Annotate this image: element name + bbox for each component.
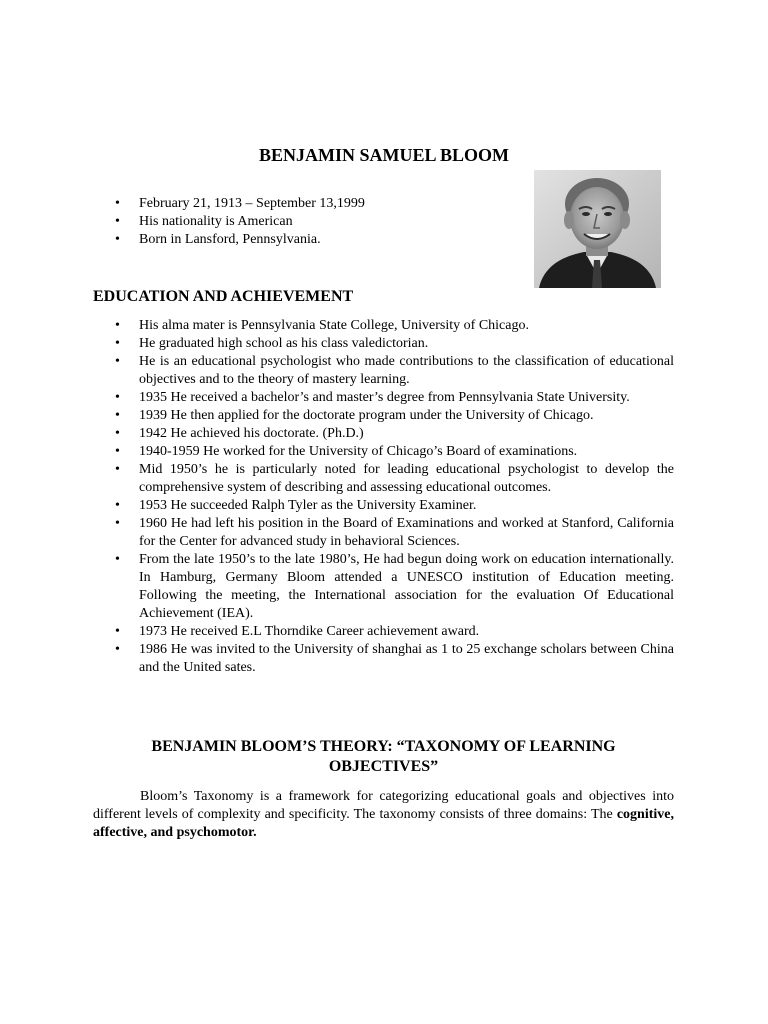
education-item: • 1973 He received E.L Thorndike Career achievement award.: [93, 623, 674, 641]
education-item: • His alma mater is Pennsylvania State College, University of Chicago.: [93, 317, 674, 335]
taxonomy-paragraph: [93, 788, 674, 842]
education-list: [93, 317, 674, 677]
education-item: • 1940-1959 He worked for the University of Chicago’s Board of examinations.: [93, 443, 674, 461]
education-item: • 1960 He had left his position in the Board of Examinations and worked at Stanford, California for the Center for advanced study in behavioral Sciences.: [93, 515, 674, 551]
education-item: • From the late 1950’s to the late 1980’s, He had begun doing work on education internationally. In Hamburg, Germany Bloom attended a UNESCO institution of Education meeting. Following the meeting, the International association for the evaluation Of Educational Achievement (IEA).: [93, 551, 674, 623]
bio-item-birthplace: • Born in Lansford, Pennsylvania.: [93, 231, 513, 249]
education-item: • He is an educational psychologist who made contributions to the classification of educational objectives and to the theory of mastery learning.: [93, 353, 674, 389]
bio-list: [93, 195, 513, 249]
theory-heading-line2: OBJECTIVES”: [328, 758, 439, 775]
education-item: • 1942 He achieved his doctorate. (Ph.D.): [93, 425, 674, 443]
bio-item-dates: • February 21, 1913 – September 13,1999: [93, 195, 513, 213]
page-title: BENJAMIN SAMUEL BLOOM: [258, 145, 510, 165]
education-item: • Mid 1950’s he is particularly noted for leading educational psychologist to develop the comprehensive system of describing and assessing educational outcomes.: [93, 461, 674, 497]
education-item: • 1935 He received a bachelor’s and master’s degree from Pennsylvania State University.: [93, 389, 674, 407]
education-item: • 1986 He was invited to the University of shanghai as 1 to 25 exchange scholars between China and the United sates.: [93, 641, 674, 677]
education-item: • 1939 He then applied for the doctorate program under the University of Chicago.: [93, 407, 674, 425]
education-item: • He graduated high school as his class valedictorian.: [93, 335, 674, 353]
education-item: • 1953 He succeeded Ralph Tyler as the University Examiner.: [93, 497, 674, 515]
education-heading: EDUCATION AND ACHIEVEMENT: [93, 288, 354, 305]
bio-item-nationality: • His nationality is American: [93, 213, 513, 231]
theory-heading-line1: BENJAMIN BLOOM’S THEORY: “TAXONOMY OF LEARNING: [151, 738, 616, 755]
theory-heading: [93, 737, 674, 777]
taxonomy-domains: cognitive, affective, and psychomotor.: [93, 807, 674, 840]
taxonomy-paragraph-text: Bloom’s Taxonomy is a framework for categorizing educational goals and objectives into different levels of complexity and specificity. The taxonomy consists of three domains: The: [93, 789, 674, 822]
portrait-photo: [534, 170, 661, 288]
